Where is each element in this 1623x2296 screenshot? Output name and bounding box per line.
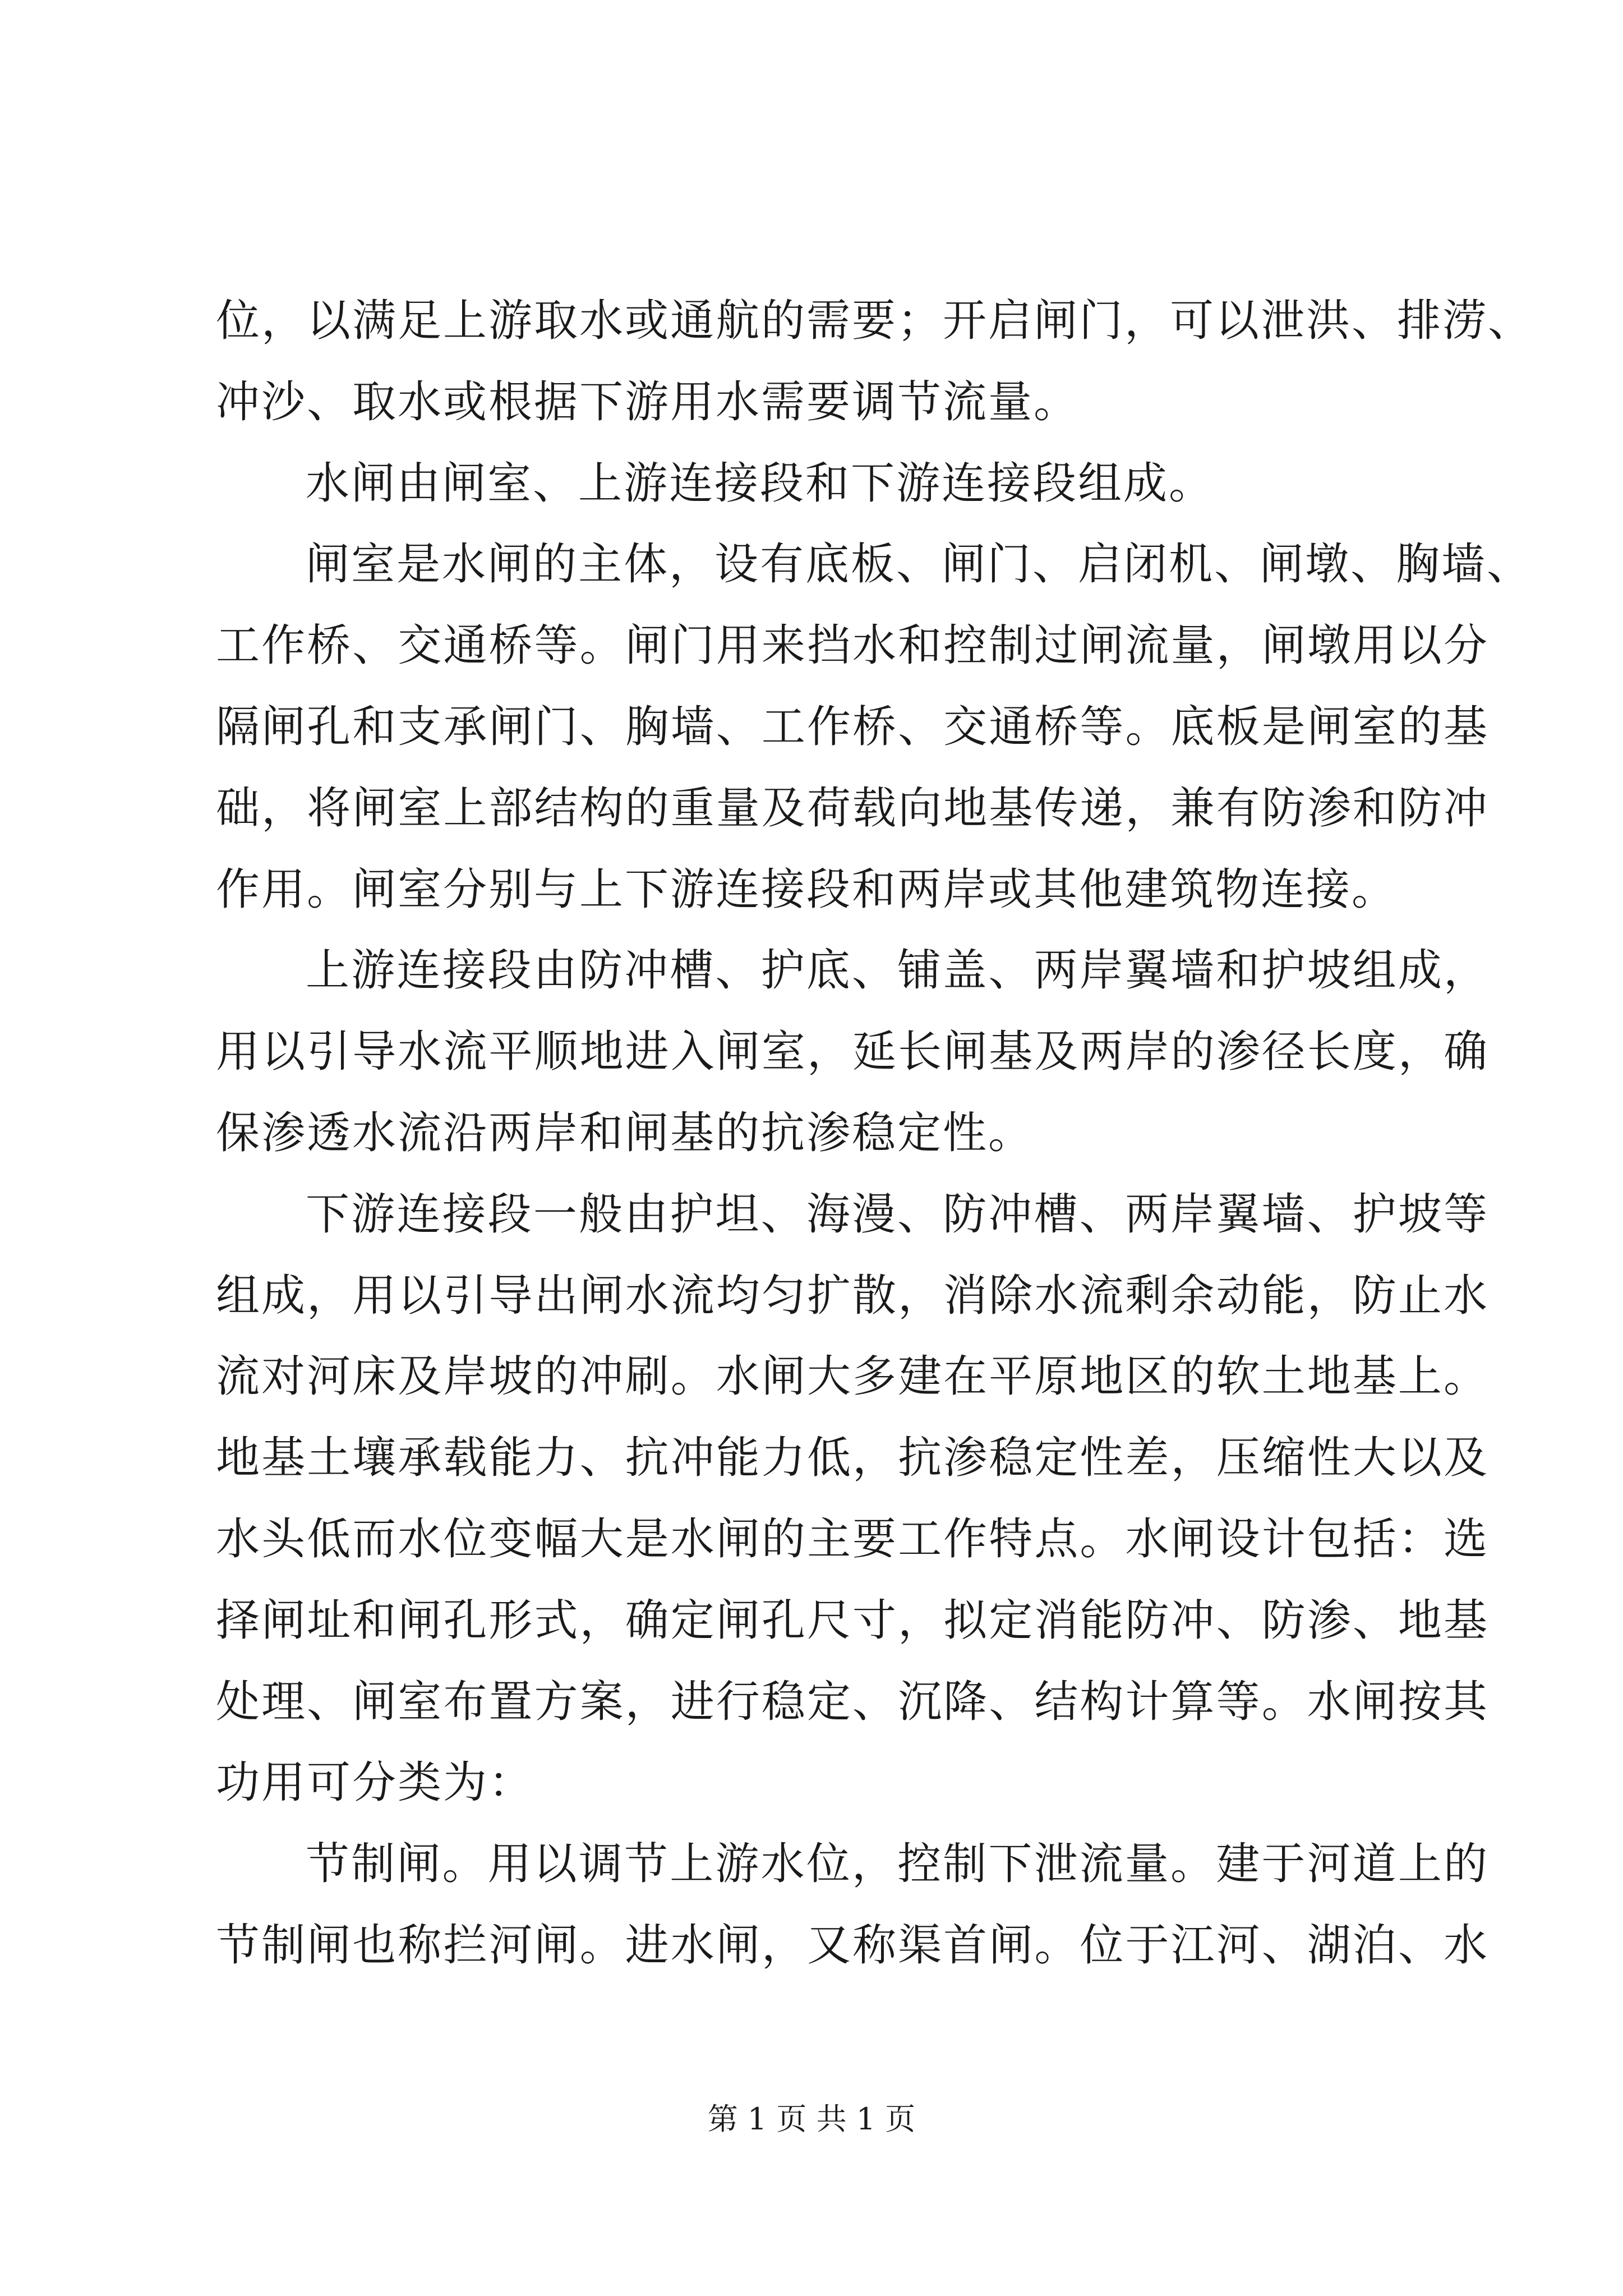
page-footer: 第 1 页 共 1 页 xyxy=(707,2101,916,2137)
text-line: 础，将闸室上部结构的重量及荷载向地基传递，兼有防渗和防冲 xyxy=(216,783,1489,834)
text-line: 择闸址和闸孔形式，确定闸孔尺寸，拟定消能防冲、防渗、地基 xyxy=(216,1595,1489,1646)
text-line: 流对河床及岸坡的冲刷。水闸大多建在平原地区的软土地基上。 xyxy=(216,1351,1489,1402)
text-line: 地基土壤承载能力、抗冲能力低，抗渗稳定性差，压缩性大以及 xyxy=(216,1433,1489,1484)
paragraph-first-line: 闸室是水闸的主体，设有底板、闸门、启闭机、闸墩、胸墙、 xyxy=(306,539,1533,590)
text-line: 作用。闸室分别与上下游连接段和两岸或其他建筑物连接。 xyxy=(216,864,1398,915)
paragraph-first-line: 下游连接段一般由护坦、海漫、防冲槽、两岸翼墙、护坡等 xyxy=(306,1189,1489,1240)
paragraph-first-line: 水闸由闸室、上游连接段和下游连接段组成。 xyxy=(306,458,1215,509)
text-line: 保渗透水流沿两岸和闸基的抗渗稳定性。 xyxy=(216,1107,1034,1158)
body-text xyxy=(216,280,1534,1986)
text-line: 工作桥、交通桥等。闸门用来挡水和控制过闸流量，闸墩用以分 xyxy=(216,620,1489,671)
text-line: 隔闸孔和支承闸门、胸墙、工作桥、交通桥等。底板是闸室的基 xyxy=(216,701,1489,752)
text-line: 处理、闸室布置方案，进行稳定、沉降、结构计算等。水闸按其 xyxy=(216,1676,1489,1727)
text-line: 组成，用以引导出闸水流均匀扩散，消除水流剩余动能，防止水 xyxy=(216,1270,1489,1321)
text-line: 节制闸也称拦河闸。进水闸，又称渠首闸。位于江河、湖泊、水 xyxy=(216,1920,1489,1971)
paragraph-first-line: 节制闸。用以调节上游水位，控制下泄流量。建于河道上的 xyxy=(306,1839,1489,1890)
text-line: 用以引导水流平顺地进入闸室，延长闸基及两岸的渗径长度，确 xyxy=(216,1027,1489,1078)
text-line: 冲沙、取水或根据下游用水需要调节流量。 xyxy=(216,376,1080,427)
text-line: 位，以满足上游取水或通航的需要；开启闸门，可以泄洪、排涝、 xyxy=(216,296,1534,346)
paragraph-first-line: 上游连接段由防冲槽、护底、铺盖、两岸翼墙和护坡组成， xyxy=(306,945,1489,996)
text-line: 水头低而水位变幅大是水闸的主要工作特点。水闸设计包括：选 xyxy=(216,1513,1489,1565)
text-line: 功用可分类为： xyxy=(216,1757,534,1809)
